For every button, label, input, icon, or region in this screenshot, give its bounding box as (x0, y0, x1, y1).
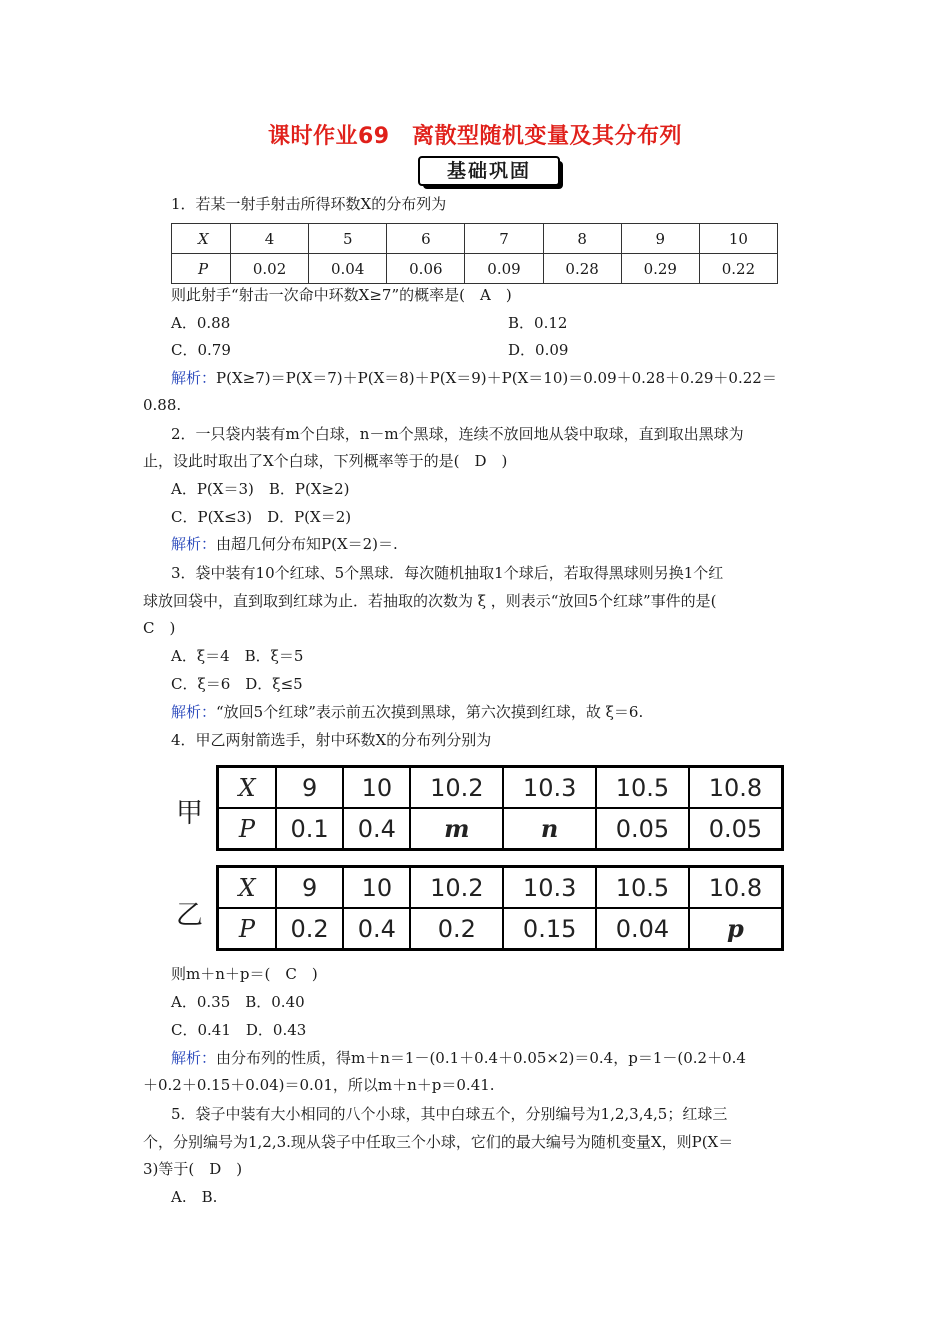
table-row (218, 867, 783, 909)
q1-analysis (171, 368, 777, 388)
q1-option-d: D．0.09 (508, 341, 569, 359)
q3-options-cd: C．ξ＝6 D．ξ≤5 (171, 675, 303, 693)
table-row (172, 254, 778, 284)
q2-analysis (171, 534, 398, 554)
q1-option-b: B．0.12 (508, 314, 568, 332)
table-row (218, 908, 783, 950)
jia-distribution-table (216, 765, 784, 851)
x-cell: 10 (343, 867, 410, 909)
p-cell-variable: m (410, 808, 503, 850)
analysis-text: 由超几何分布知P(X＝2)＝. (216, 535, 398, 553)
q2-options-ab: A．P(X＝3) B．P(X≥2) (171, 480, 350, 498)
p-cell: 0.2 (276, 908, 343, 950)
p-header: P (218, 808, 277, 850)
table-row (218, 767, 783, 809)
q1-stem: 1．若某一射手射击所得环数X的分布列为 (171, 195, 447, 213)
q4-analysis (171, 1048, 746, 1068)
q2-stem-line2: 止，设此时取出了X个白球，下列概率等于的是( D ) (143, 452, 508, 470)
q4-question: 则m＋n＋p＝( C ) (171, 965, 318, 983)
page-title: 课时作业69 离散型随机变量及其分布列 (267, 124, 683, 149)
analysis-label: 解析： (171, 703, 217, 721)
p-cell: 0.04 (309, 254, 387, 284)
q2-options-cd: C．P(X≤3) D．P(X＝2) (171, 508, 352, 526)
q1-option-c: C．0.79 (171, 341, 231, 359)
x-cell: 6 (387, 224, 465, 254)
p-cell: 0.28 (543, 254, 621, 284)
p-cell: 0.04 (596, 908, 689, 950)
analysis-label: 解析： (171, 1049, 217, 1067)
x-cell: 10.8 (689, 867, 783, 909)
p-cell-variable: n (503, 808, 596, 850)
x-cell: 10.2 (410, 767, 503, 809)
q1-analysis-cont: 0.88. (143, 396, 182, 414)
section-badge (418, 156, 564, 190)
q4-options-cd: C．0.41 D．0.43 (171, 1021, 307, 1039)
p-cell: 0.22 (699, 254, 777, 284)
p-cell: 0.4 (343, 908, 410, 950)
q3-stem-line1: 3．袋中装有10个红球、5个黑球．每次随机抽取1个球后，若取得黑球则另换1个红 (171, 564, 724, 582)
x-cell: 9 (621, 224, 699, 254)
p-cell: 0.29 (621, 254, 699, 284)
x-cell: 10.3 (503, 867, 596, 909)
q5-stem-line3: 3)等于( D ) (143, 1160, 243, 1178)
p-cell: 0.05 (596, 808, 689, 850)
analysis-text: “放回5个红球”表示前五次摸到黑球，第六次摸到红球，故 ξ＝6. (216, 703, 644, 721)
section-badge-label: 基础巩固 (418, 156, 560, 186)
table-row (218, 808, 783, 850)
q5-options: A. B. (171, 1188, 218, 1206)
q5-stem-line2: 个，分别编号为1,2,3.现从袋子中任取三个小球，它们的最大编号为随机变量X，则P(X＝ (143, 1133, 734, 1151)
p-cell: 0.06 (387, 254, 465, 284)
p-header: P (218, 908, 277, 950)
x-header: X (218, 867, 277, 909)
p-cell: 0.15 (503, 908, 596, 950)
analysis-text: 由分布列的性质，得m＋n＝1－(0.1＋0.4＋0.05×2)＝0.4，p＝1－(0.2＋0.4 (216, 1049, 746, 1067)
q4-analysis-cont: ＋0.2＋0.15＋0.04)＝0.01，所以m＋n＋p＝0.41. (143, 1076, 495, 1094)
p-cell: 0.2 (410, 908, 503, 950)
q4-options-ab: A．0.35 B．0.40 (171, 993, 305, 1011)
analysis-label: 解析： (171, 535, 217, 553)
x-cell: 10.5 (596, 767, 689, 809)
table-row (172, 224, 778, 254)
q1-option-a: A．0.88 (171, 314, 231, 332)
q4-stem: 4．甲乙两射箭选手，射中环数X的分布列分别为 (171, 731, 492, 749)
p-cell: 0.1 (276, 808, 343, 850)
x-cell: 8 (543, 224, 621, 254)
x-header: X (218, 767, 277, 809)
p-cell-variable: p (689, 908, 783, 950)
jia-label: 甲 (176, 798, 203, 829)
x-cell: 10.2 (410, 867, 503, 909)
yi-distribution-table (216, 865, 784, 951)
q3-stem-line2: 球放回袋中，直到取到红球为止．若抽取的次数为 ξ ，则表示“放回5个红球”事件的是( (143, 592, 717, 610)
p-cell: 0.09 (465, 254, 543, 284)
q3-options-ab: A．ξ＝4 B．ξ＝5 (171, 647, 304, 665)
q1-question: 则此射手“射击一次命中环数X≥7”的概率是( A ) (171, 286, 512, 304)
x-cell: 10 (343, 767, 410, 809)
q1-distribution-table (171, 223, 778, 284)
x-cell: 9 (276, 867, 343, 909)
q5-stem-line1: 5．袋子中装有大小相同的八个小球，其中白球五个，分别编号为1,2,3,4,5；红球三 (171, 1105, 728, 1123)
q3-stem-line3: C ) (143, 619, 176, 637)
p-cell: 0.02 (231, 254, 309, 284)
p-cell: 0.4 (343, 808, 410, 850)
yi-label: 乙 (176, 900, 203, 931)
q2-stem-line1: 2．一只袋内装有m个白球，n－m个黑球，连续不放回地从袋中取球，直到取出黑球为 (171, 425, 744, 443)
x-cell: 7 (465, 224, 543, 254)
x-cell: 9 (276, 767, 343, 809)
x-cell: 10 (699, 224, 777, 254)
x-cell: 4 (231, 224, 309, 254)
x-cell: 10.8 (689, 767, 783, 809)
q3-analysis (171, 702, 643, 722)
analysis-text: P(X≥7)＝P(X＝7)＋P(X＝8)＋P(X＝9)＋P(X＝10)＝0.09＋0.28＋0.29＋0.22＝ (216, 369, 777, 387)
x-cell: 10.5 (596, 867, 689, 909)
x-cell: 10.3 (503, 767, 596, 809)
p-cell: 0.05 (689, 808, 783, 850)
x-header: X (172, 224, 231, 254)
p-header: P (172, 254, 231, 284)
x-cell: 5 (309, 224, 387, 254)
analysis-label: 解析： (171, 369, 217, 387)
